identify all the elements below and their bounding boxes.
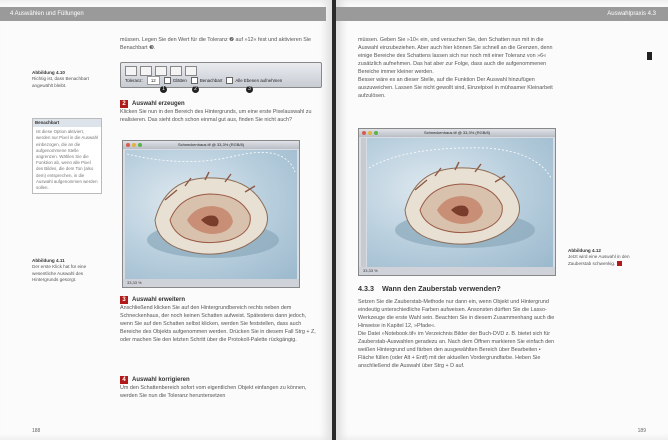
callout-marker-1: 1 <box>160 86 167 93</box>
zoom-dot-icon <box>374 131 378 135</box>
step-title: Auswahl erweitern <box>132 297 186 303</box>
intro-text: müssen. Geben Sie »10« ein, und versuchen Sie, den Schatten nun mit in die Auswahl einzubeziehen. Aber auch hier können Sie schnell an die Grenzen, denn einige Bereiche des Schattens lassen sich nur noch mit einer Toleranz von »6« zusätzlich aufnehmen. Das hat aber zur Folge, dass auch die aufgenommenen Bereiche immer kleiner werden. <box>358 37 553 75</box>
intro-paragraph-right <box>358 36 558 100</box>
step-number: 4 <box>120 376 128 384</box>
section-body <box>358 298 558 370</box>
caption-title: Abbildung 4.11 <box>32 258 65 263</box>
seashell-image <box>367 138 553 267</box>
intro-paragraph: müssen. Legen Sie den Wert für die Toleranz ❷ auf »12« fest und aktivieren Sie Benachbart ❸. <box>120 37 312 51</box>
minimize-dot-icon <box>132 143 136 147</box>
caption-title: Abbildung 4.10 <box>32 70 65 75</box>
caption-text: Der erste Klick hat für eine wesentliche Auswahl des Hintergrunds gesorgt. <box>32 264 87 283</box>
note-box-text: Ist diese Option aktiviert, werden nur Pixel in die Auswahl einbezogen, die an die aufgenommene Stelle angrenzen. Wählen Sie die Funktion ab, wenn alle Pixel des Bildes, die dem Ton (also dem) entsprechen, in die Auswahl aufgenommen werden sollen. <box>36 129 98 191</box>
right-page <box>336 0 668 440</box>
minimize-dot-icon <box>368 131 372 135</box>
step-4 <box>120 372 320 400</box>
callout-markers <box>146 86 286 94</box>
close-dot-icon <box>362 131 366 135</box>
close-dot-icon <box>126 143 130 147</box>
options-bar-figure <box>120 62 322 88</box>
section-paragraph-1: Setzen Sie die Zauberstab-Methode nur dann ein, wenn Objekt und Hintergrund eindeutig unterschiedliche Farben aufweisen. Ansonsten dürften Sie die Lasso-Werkzeuge die erste Wahl sein. Beachten Sie in diesem Zusammenhang auch die Hinweise in Kapitel 12, »Pfade«. <box>358 299 555 329</box>
step-title: Auswahl korrigieren <box>132 377 190 383</box>
image-canvas <box>367 138 553 267</box>
section-title: Wann den Zauberstab verwenden? <box>382 284 501 293</box>
step-number: 3 <box>120 296 128 304</box>
section-paragraph-2: Die Datei »Notebook.tif« im Verzeichnis Bilder der Buch-DVD z. B. bietet sich für Zauberstab-Auswahlen geradezu an. Nach dem Öffnen markieren Sie einfach den weißen Hintergrund und färben den ausgewählten Bereich über Bearbeiten • Fläche füllen (oder Alt + Entf) mit der aktuellen Vordergrundfarbe. Heben Sie anschließend die Auswahl über Strg + D auf. <box>358 331 555 369</box>
checkbox-icon <box>226 77 233 84</box>
section-heading <box>358 284 578 293</box>
contiguous-option: Benachbart <box>191 77 222 84</box>
step-text: Anschließend klicken Sie auf den Hintergrundbereich rechts neben dem Schneckenhaus, der noch keinen Schatten aufweist. Spätestens dann jedoch, wenn Sie auf den Schatten selbst klicken, werden Sie feststellen, dass auch Bereiche des Objekts aufgenommen werden. Drücken Sie in diesem Fall Strg + Z, oder machen Sie den letzten Schritt über die Protokoll-Palette rückgängig. <box>120 305 316 343</box>
note-box-benachbart <box>32 118 102 194</box>
magic-wand-tool-icon <box>125 66 137 76</box>
figure-caption-4-12 <box>568 248 652 267</box>
thumb-marker <box>647 52 652 60</box>
section-number: 4.3.3 <box>358 284 374 293</box>
step-title: Auswahl erzeugen <box>132 101 185 107</box>
tolerance-field: 12 <box>147 76 160 85</box>
red-square-icon <box>617 261 622 266</box>
window-controls <box>362 131 378 135</box>
step-2 <box>120 96 320 124</box>
caption-text: Richtig ist, dass Benachbart angewählt bleibt. <box>32 76 89 88</box>
window-controls <box>126 143 142 147</box>
caption-title: Abbildung 4.12 <box>568 248 601 253</box>
note-box-title: Benachbart <box>33 119 101 127</box>
sample-all-layers-option: Alle Ebenen aufnehmen <box>226 77 282 84</box>
checkbox-icon <box>191 77 198 84</box>
tolerance-label: Toleranz: <box>125 77 143 83</box>
figure-caption-4-10 <box>32 70 94 89</box>
antialias-option: Glätten <box>164 77 187 84</box>
window-titlebar: Schneckenhaus.tif @ 33,3% (RGB/8) <box>359 129 555 137</box>
step-3 <box>120 292 320 344</box>
figure-caption-4-11 <box>32 258 94 284</box>
add-to-selection-icon <box>155 66 167 76</box>
step-number: 2 <box>120 100 128 108</box>
shell-screenshot-left <box>122 140 300 288</box>
callout-marker-2: 2 <box>192 86 199 93</box>
tool-options-row <box>125 76 282 84</box>
intro-text-2: Besser wäre es an dieser Stelle, auf die Funktion Der Auswahl hinzufügen auszuweichen. Lassen Sie nicht gewollt sind, Einzelpixel in mühsamer Kleinarbeit aufzulösen. <box>358 77 553 99</box>
window-statusbar: 33,33 % <box>123 279 299 287</box>
zoom-dot-icon <box>138 143 142 147</box>
intersect-selection-icon <box>185 66 197 76</box>
window-statusbar: 33,33 % <box>359 267 555 275</box>
image-canvas <box>125 150 297 279</box>
step-text: Klicken Sie nun in den Bereich des Hintergrunds, um eine erste Pixelauswahl zu realisieren. Das sieht doch schon einmal gut aus, finden Sie nicht auch? <box>120 109 312 123</box>
left-page <box>0 0 332 440</box>
page-number-left: 188 <box>32 428 41 434</box>
new-selection-icon <box>140 66 152 76</box>
seashell-image <box>125 150 297 279</box>
callout-marker-3: 3 <box>246 86 253 93</box>
subtract-selection-icon <box>170 66 182 76</box>
running-header-right: Auswahlpraxis 4.3 <box>336 7 668 21</box>
page-number-right: 189 <box>637 428 646 434</box>
caption-text: Jetzt wird eine Auswahl in den Zauberstab schwenkig. <box>568 254 630 266</box>
checkbox-icon <box>164 77 171 84</box>
tool-buttons-row <box>125 66 197 74</box>
step-text: Um den Schattenbereich sofort vom eigentlichen Objekt einfangen zu können, werden Sie nun die Toleranz heruntersetzen <box>120 385 307 399</box>
running-header-left: 4 Auswählen und Füllungen <box>0 7 326 21</box>
window-titlebar: Schneckenhaus.tif @ 33,3% (RGB/8) <box>123 141 299 149</box>
shell-screenshot-right <box>358 128 556 276</box>
tools-palette <box>361 138 366 267</box>
